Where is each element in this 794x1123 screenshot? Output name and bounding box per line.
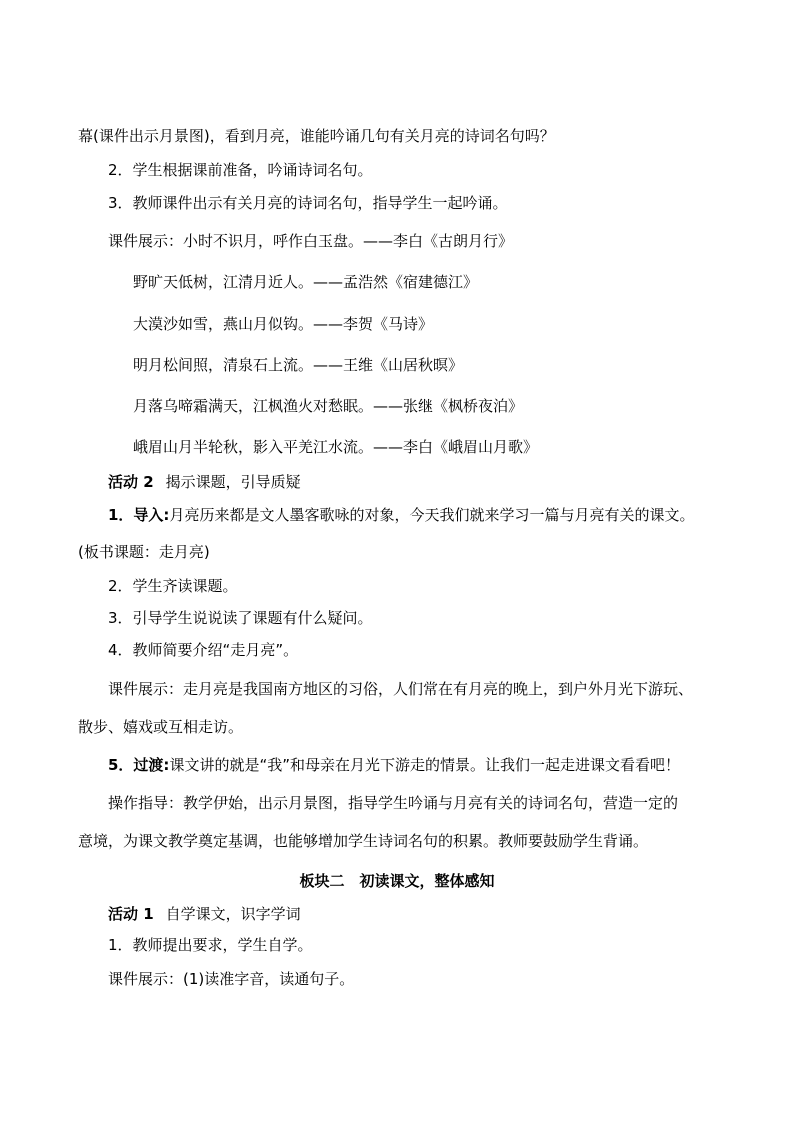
list-item <box>108 505 694 525</box>
section-heading: 板块二 初读课文，整体感知 <box>299 872 495 890</box>
list-item: 4．教师简要介绍“走月亮”。 <box>108 641 299 659</box>
paragraph-line: 意境，为课文教学奠定基调，也能够增加学生诗词名句的积累。教师要鼓励学生背诵。 <box>78 832 649 850</box>
activity-heading <box>108 904 301 924</box>
paragraph-line: 幕(课件出示月景图)，看到月亮，谁能吟诵几句有关月亮的诗词名句吗？ <box>78 127 555 145</box>
poem-line: 大漠沙如雪，燕山月似钩。——李贺《马诗》 <box>133 315 434 333</box>
list-item: 1．教师提出要求，学生自学。 <box>108 936 313 954</box>
step-text: 月亮历来都是文人墨客歌咏的对象，今天我们就来学习一篇与月亮有关的课文。 <box>169 506 695 524</box>
list-item: 2．学生根据课前准备，吟诵诗词名句。 <box>108 161 373 179</box>
guidance-line: 操作指导：教学伊始，出示月景图，指导学生吟诵与月亮有关的诗词名句，营造一定的 <box>108 794 679 812</box>
poem-line: 峨眉山月半轮秋，影入平羌江水流。——李白《峨眉山月歌》 <box>133 438 539 456</box>
paragraph-line: 散步、嬉戏或互相走访。 <box>78 718 244 736</box>
poem-line: 月落乌啼霜满天，江枫渔火对愁眠。——张继《枫桥夜泊》 <box>133 397 524 415</box>
step-text: 课文讲的就是“我”和母亲在月光下游走的情景。让我们一起走进课文看看吧！ <box>169 756 680 774</box>
list-item <box>108 755 680 775</box>
list-item: 3．引导学生说说读了课题有什么疑问。 <box>108 609 373 627</box>
list-item: 3．教师课件出示有关月亮的诗词名句，指导学生一起吟诵。 <box>108 194 508 212</box>
poem-line: 明月松间照，清泉石上流。——王维《山居秋暝》 <box>133 356 464 374</box>
paragraph-line: (板书课题：走月亮) <box>78 543 210 561</box>
courseware-display-line: 课件展示：走月亮是我国南方地区的习俗，人们常在有月亮的晚上，到户外月光下游玩、 <box>108 680 694 698</box>
list-item: 2．学生齐读课题。 <box>108 577 238 595</box>
activity-label: 活动 1 <box>108 905 154 923</box>
activity-label: 活动 2 <box>108 473 154 491</box>
step-label: 1．导入: <box>108 506 170 524</box>
activity-title: 自学课文，识字学词 <box>165 905 301 923</box>
courseware-display-line: 课件展示：小时不识月，呼作白玉盘。——李白《古朗月行》 <box>108 232 514 250</box>
activity-title: 揭示课题，引导质疑 <box>165 473 301 491</box>
poem-line: 野旷天低树，江清月近人。——孟浩然《宿建德江》 <box>133 273 479 291</box>
courseware-display-line: 课件展示：(1)读准字音，读通句子。 <box>108 970 355 988</box>
activity-heading <box>108 472 301 492</box>
step-label: 5．过渡: <box>108 756 170 774</box>
